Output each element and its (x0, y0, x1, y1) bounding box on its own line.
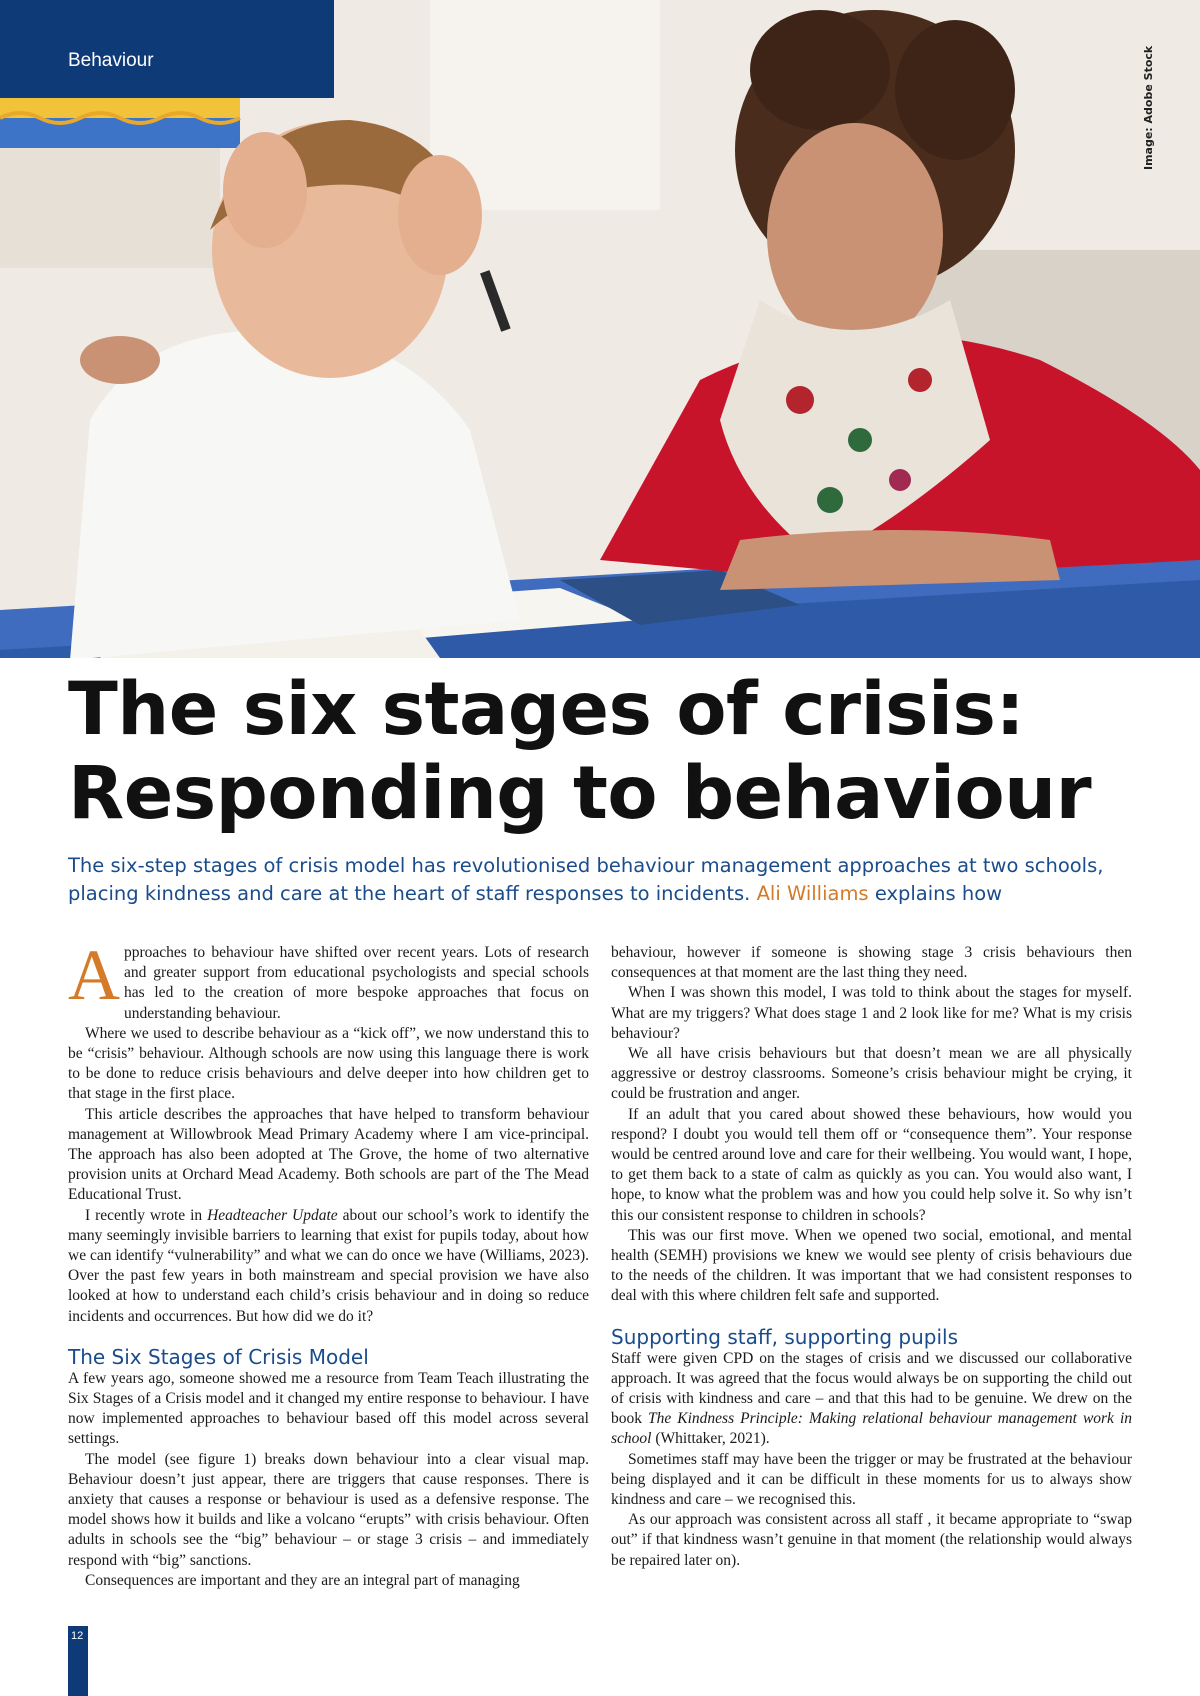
publication-title: Headteacher Update (207, 1206, 338, 1224)
book-title: The Kindness Principle: Making relational behaviour management work in school (611, 1410, 1133, 1448)
body-paragraph: We all have crisis behaviours but that doesn’t mean we are all physically aggressive or destroy classrooms. Someone’s crisis behaviour might be crying, it could be frustration and anger. (611, 1045, 1132, 1103)
article-headline (68, 668, 1148, 836)
body-text: about our school’s work to identify the many seemingly invisible barriers to learning that exist for pupils today, about how we can identify “vulnerability” and what we can do once we have (Williams, 2023). Over the past few years in both mainstream and special provision we have also looked at how to understand each child’s crisis behaviour and in doing so reduce incidents and occurrences. But how did we do it? (68, 1206, 590, 1325)
photo-credit: Image: Adobe Stock (1142, 45, 1155, 170)
page-number: 12 (71, 1630, 84, 1642)
intro-paragraph (68, 935, 589, 1024)
author-name: Ali Williams (756, 882, 869, 905)
standfirst-tail: explains how (874, 882, 1003, 905)
left-column (68, 935, 590, 1591)
body-paragraph: Consequences are important and they are an integral part of managing (85, 1571, 520, 1589)
headline-line-2: Responding to behaviour (68, 751, 1092, 836)
section-heading: Supporting staff, supporting pupils (611, 1324, 959, 1349)
body-paragraph (68, 1206, 589, 1327)
body-text: I recently wrote in (85, 1206, 203, 1224)
body-paragraph: behaviour, however if someone is showing stage 3 crisis behaviours then consequences at that moment are the last thing they need. (611, 944, 1132, 982)
body-paragraph: This article describes the approaches that have helped to transform behaviour management at Willowbrook Mead Primary Academy where I am vice-principal. The approach has also been adopted at The Grove, the home of two alternative provision units at Orchard Mead Academy. Both schools are part of the The Mead Educational Trust. (68, 1105, 589, 1204)
section-heading: The Six Stages of Crisis Model (68, 1344, 369, 1369)
body-text: Staff were given CPD on the stages of crisis and we discussed our collaborative approach. It was agreed that the focus would always be on supporting the child out of crisis with kindness and care – and that this had to be genuine. We drew on the book (611, 1349, 1132, 1428)
headline-line-1: The six stages of crisis: (68, 667, 1025, 752)
standfirst-text: The six-step stages of crisis model has revolutionised behaviour management approaches at two schools, placing kindness and care at the heart of staff responses to incidents. (68, 854, 1104, 905)
body-paragraph: If an adult that you cared about showed these behaviours, how would you respond? I doubt you would tell them off or “consequence them”. Your response would be centred around love and care for their wellbeing. You would want, I hope, to get them back to a state of calm as quickly as you can. You would also want, I hope, to know what the problem was and how you could help solve it. So why isn’t this our consistent response to children in schools? (611, 1105, 1132, 1224)
dropcap: A (68, 935, 120, 1015)
hero-photo (0, 0, 1200, 658)
body-paragraph: Where we used to describe behaviour as a “kick off”, we now understand this to be “crisis” behaviour. Although schools are now using this language there is work to be done to reduce crisis behaviours and delve deeper into how children get to that stage in the first place. (68, 1024, 589, 1103)
standfirst (68, 852, 1148, 908)
intro-paragraph-text: pproaches to behaviour have shifted over recent years. Lots of research and greater support from educational psychologists and special schools has led to the creation of more bespoke approaches that focus on understanding behaviour. (124, 944, 589, 1022)
body-paragraph: When I was shown this model, I was told to think about the stages for myself. What are my triggers? What does stage 1 and 2 look like for me? What is my crisis behaviour? (611, 984, 1132, 1042)
section-tab (0, 0, 334, 98)
page-number-bar (68, 1626, 88, 1696)
body-paragraph (611, 1349, 1132, 1450)
body-paragraph: As our approach was consistent across all staff , it became appropriate to “swap out” if that kindness wasn’t genuine in that moment (the relationship would always be repaired later on). (611, 1511, 1132, 1569)
body-paragraph: A few years ago, someone showed me a resource from Team Teach illustrating the Six Stages of a Crisis model and it changed my entire response to behaviour. I have now implemented approaches to behaviour based off this model across several settings. (68, 1369, 589, 1448)
section-label: Behaviour (68, 50, 154, 71)
body-paragraph: Sometimes staff may have been the trigger or may be frustrated at the behaviour being displayed and it can be difficult in these moments for us to always show kindness and care – we recognised this. (611, 1450, 1132, 1509)
right-column (611, 943, 1132, 1571)
body-paragraph: This was our first move. When we opened two social, emotional, and mental health (SEMH) provisions we knew we would see plenty of crisis behaviours due to the needs of the children. It was important that we had consistent responses to deal with this where children felt safe and supported. (611, 1226, 1132, 1305)
classroom-photo-illustration (0, 0, 1200, 658)
body-text: (Whittaker, 2021). (655, 1430, 770, 1448)
body-paragraph: The model (see figure 1) breaks down behaviour into a clear visual map. Behaviour doesn’t just appear, there are triggers that cause responses. There is anxiety that causes a response or behaviour is used as a defensive response. The model shows how it builds and like a volcano “erupts” with crisis behaviour. Often adults in schools see the “big” behaviour – or stage 3 crisis – and immediately respond with “big” sanctions. (68, 1450, 589, 1569)
